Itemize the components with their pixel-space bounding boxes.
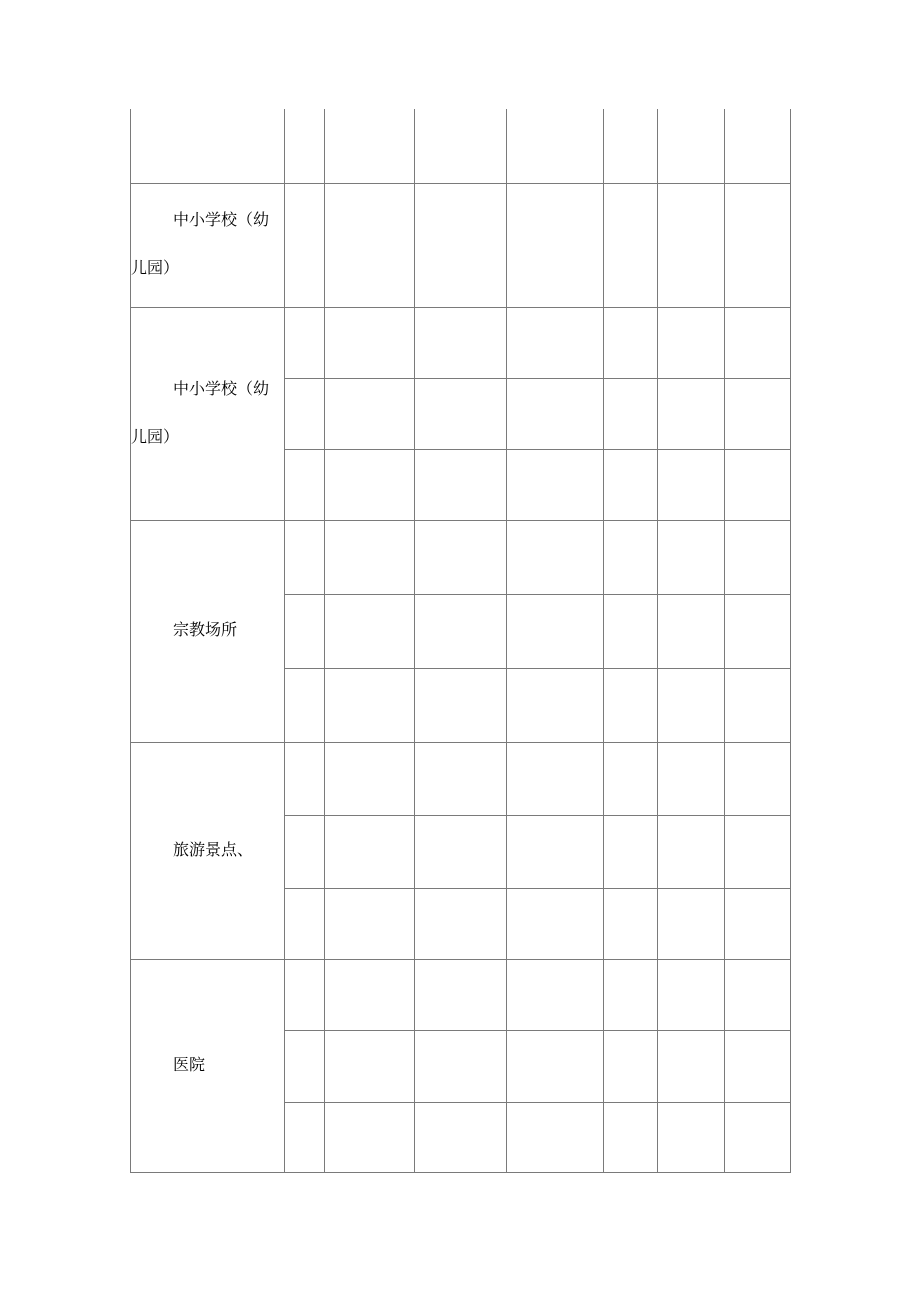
empty-cell bbox=[285, 668, 325, 742]
empty-cell bbox=[415, 109, 507, 183]
empty-cell bbox=[658, 378, 725, 449]
empty-cell bbox=[415, 520, 507, 594]
empty-cell bbox=[725, 109, 791, 183]
row-label-line: 旅游景点、 bbox=[173, 841, 254, 859]
empty-cell bbox=[725, 888, 791, 959]
empty-cell bbox=[325, 307, 415, 378]
table-row bbox=[131, 307, 791, 378]
empty-cell bbox=[658, 594, 725, 668]
empty-cell bbox=[415, 668, 507, 742]
empty-cell bbox=[325, 183, 415, 307]
empty-cell bbox=[507, 742, 604, 815]
empty-cell bbox=[604, 109, 658, 183]
empty-cell bbox=[507, 1030, 604, 1102]
empty-cell bbox=[725, 959, 791, 1030]
empty-cell bbox=[325, 1102, 415, 1172]
empty-cell bbox=[725, 449, 791, 520]
row-label-line: 中小学校（幼 bbox=[173, 212, 270, 229]
empty-cell bbox=[507, 668, 604, 742]
empty-cell bbox=[604, 449, 658, 520]
empty-cell bbox=[285, 378, 325, 449]
empty-cell bbox=[325, 888, 415, 959]
empty-cell bbox=[725, 668, 791, 742]
empty-cell bbox=[285, 742, 325, 815]
empty-cell bbox=[507, 307, 604, 378]
empty-cell bbox=[285, 1030, 325, 1102]
empty-cell bbox=[725, 1102, 791, 1172]
label-cell-religious-sites bbox=[131, 520, 285, 742]
row-label-line: 儿园） bbox=[131, 260, 180, 277]
empty-cell bbox=[285, 1102, 325, 1172]
empty-cell bbox=[415, 378, 507, 449]
empty-cell bbox=[658, 1030, 725, 1102]
empty-cell bbox=[507, 378, 604, 449]
empty-cell bbox=[604, 668, 658, 742]
empty-cell bbox=[658, 109, 725, 183]
empty-cell bbox=[285, 959, 325, 1030]
empty-cell bbox=[285, 307, 325, 378]
empty-cell bbox=[725, 520, 791, 594]
empty-cell bbox=[725, 378, 791, 449]
empty-cell bbox=[285, 888, 325, 959]
empty-cell bbox=[415, 742, 507, 815]
empty-cell bbox=[507, 449, 604, 520]
empty-cell bbox=[325, 109, 415, 183]
empty-cell bbox=[604, 520, 658, 594]
empty-cell bbox=[658, 888, 725, 959]
table-row bbox=[131, 742, 791, 815]
empty-cell bbox=[285, 594, 325, 668]
empty-cell bbox=[415, 449, 507, 520]
empty-cell bbox=[415, 1030, 507, 1102]
empty-cell bbox=[285, 520, 325, 594]
empty-cell bbox=[415, 888, 507, 959]
empty-cell bbox=[658, 449, 725, 520]
label-cell-hospital bbox=[131, 959, 285, 1172]
empty-cell bbox=[507, 959, 604, 1030]
empty-cell bbox=[507, 183, 604, 307]
empty-cell bbox=[725, 183, 791, 307]
empty-cell bbox=[604, 888, 658, 959]
empty-cell bbox=[658, 742, 725, 815]
row-label-line: 儿园） bbox=[131, 428, 180, 446]
empty-cell bbox=[415, 594, 507, 668]
empty-cell bbox=[604, 594, 658, 668]
empty-cell bbox=[507, 888, 604, 959]
row-label-line: 中小学校（幼 bbox=[173, 380, 270, 398]
empty-cell bbox=[285, 449, 325, 520]
table-row bbox=[131, 959, 791, 1030]
empty-cell bbox=[658, 668, 725, 742]
empty-cell bbox=[725, 815, 791, 888]
empty-cell bbox=[325, 815, 415, 888]
empty-cell bbox=[604, 183, 658, 307]
category-table bbox=[130, 109, 791, 1173]
empty-cell bbox=[415, 815, 507, 888]
empty-cell bbox=[507, 815, 604, 888]
empty-cell bbox=[658, 959, 725, 1030]
table-row bbox=[131, 520, 791, 594]
empty-cell bbox=[325, 594, 415, 668]
empty-cell bbox=[325, 449, 415, 520]
table-row bbox=[131, 183, 791, 307]
empty-cell bbox=[325, 1030, 415, 1102]
empty-cell bbox=[604, 1102, 658, 1172]
empty-cell bbox=[507, 520, 604, 594]
empty-cell bbox=[604, 307, 658, 378]
empty-cell bbox=[604, 742, 658, 815]
label-cell-school-kindergarten-2 bbox=[131, 307, 285, 520]
empty-cell bbox=[285, 109, 325, 183]
empty-cell bbox=[604, 378, 658, 449]
empty-cell bbox=[325, 742, 415, 815]
empty-cell bbox=[325, 959, 415, 1030]
empty-cell bbox=[415, 307, 507, 378]
row-label-line: 医院 bbox=[173, 1056, 206, 1074]
empty-cell bbox=[658, 520, 725, 594]
empty-cell bbox=[415, 183, 507, 307]
empty-cell bbox=[325, 668, 415, 742]
empty-cell bbox=[658, 307, 725, 378]
table-row bbox=[131, 109, 791, 183]
empty-cell bbox=[658, 1102, 725, 1172]
empty-cell bbox=[604, 959, 658, 1030]
empty-cell bbox=[725, 594, 791, 668]
empty-cell bbox=[325, 520, 415, 594]
empty-cell bbox=[507, 594, 604, 668]
row-label-line: 宗教场所 bbox=[173, 622, 238, 639]
empty-cell bbox=[725, 307, 791, 378]
empty-cell bbox=[604, 1030, 658, 1102]
empty-cell bbox=[507, 109, 604, 183]
empty-cell bbox=[285, 815, 325, 888]
empty-cell bbox=[507, 1102, 604, 1172]
empty-cell bbox=[658, 183, 725, 307]
empty-cell bbox=[725, 742, 791, 815]
empty-cell bbox=[285, 183, 325, 307]
label-cell-continuation bbox=[131, 109, 285, 183]
empty-cell bbox=[725, 1030, 791, 1102]
label-cell-school-kindergarten-1 bbox=[131, 183, 285, 307]
empty-cell bbox=[604, 815, 658, 888]
empty-cell bbox=[415, 959, 507, 1030]
empty-cell bbox=[415, 1102, 507, 1172]
empty-cell bbox=[658, 815, 725, 888]
empty-cell bbox=[325, 378, 415, 449]
label-cell-tourist-attractions bbox=[131, 742, 285, 959]
